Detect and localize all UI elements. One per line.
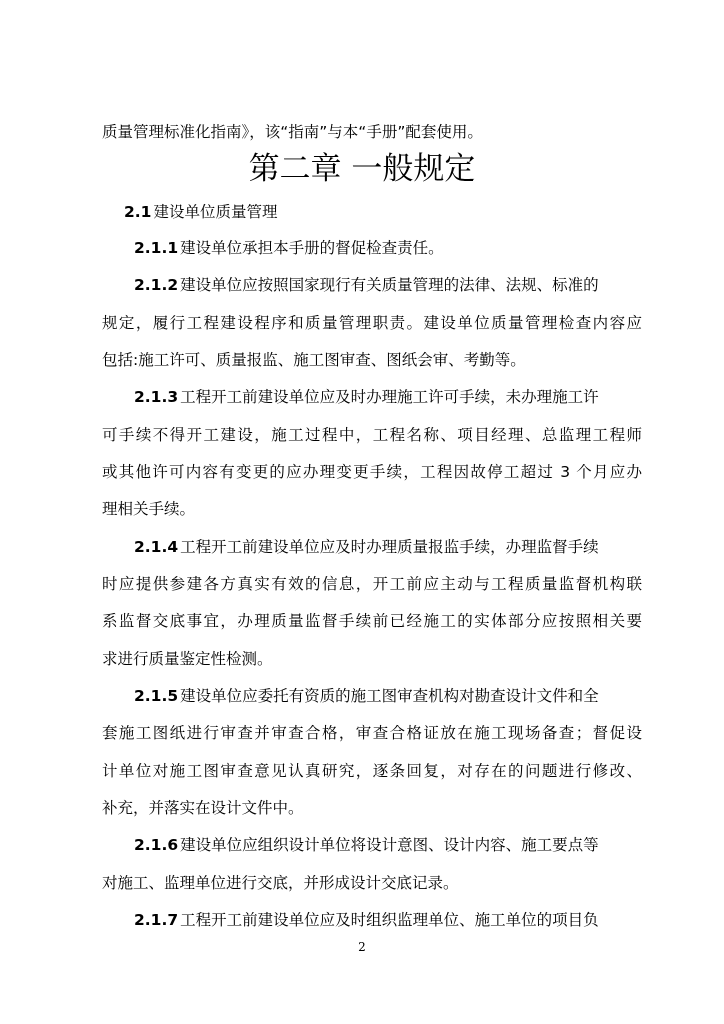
clause-2-1-4-line-1 [134,537,599,557]
clause-2-1-4-line-3: 系监督交底事宜，办理质量监督手续前已经施工的实体部分应按照相关要 [102,612,642,630]
clause-2-1-5-line-2: 套施工图纸进行审查并审查合格，审查合格证放在施工现场备查；督促设 [102,724,642,742]
clause-2-1-3-line-3: 或其他许可内容有变更的应办理变更手续，工程因故停工超过 3 个月应办 [102,463,642,481]
clause-2-1-2-line-3: 包括:施工许可、质量报监、施工图审查、图纸会审、考勤等。 [102,351,526,369]
clause-2-1-5-line-1 [134,686,599,706]
section-number: 2.1 [124,203,152,221]
page-number: 2 [358,940,366,954]
chapter-title: 第二章 一般规定 [248,151,476,187]
clause-number: 2.1.1 [134,239,179,257]
clause-2-1-4-line-2: 时应提供参建各方真实有效的信息，开工前应主动与工程质量监督机构联 [102,575,642,593]
clause-number: 2.1.3 [134,388,179,406]
clause-number: 2.1.5 [134,687,179,705]
clause-2-1-7-line-1 [134,910,599,930]
clause-2-1-6-line-2: 对施工、监理单位进行交底，并形成设计交底记录。 [102,874,459,892]
clause-number: 2.1.4 [134,538,179,556]
clause-text: 工程开工前建设单位应及时办理质量报监手续，办理监督手续 [180,538,599,556]
clause-number: 2.1.7 [134,911,179,929]
clause-2-1-2-line-2: 规定，履行工程建设程序和质量管理职责。建设单位质量管理检查内容应 [102,314,642,332]
intro-line: 质量管理标准化指南》，该“指南”与本“手册”配套使用。 [102,123,483,141]
clause-text: 建设单位应按照国家现行有关质量管理的法律、法规、标准的 [180,276,599,294]
clause-text: 建设单位应委托有资质的施工图审查机构对勘查设计文件和全 [180,687,599,705]
clause-text: 工程开工前建设单位应及时办理施工许可手续，未办理施工许 [180,388,599,406]
clause-2-1-5-line-4: 补充，并落实在设计文件中。 [102,799,304,817]
clause-2-1-3-line-4: 理相关手续。 [102,500,196,518]
clause-text: 工程开工前建设单位应及时组织监理单位、施工单位的项目负 [180,911,599,929]
section-title: 建设单位质量管理 [153,203,278,221]
clause-2-1-1-line-1 [134,238,444,258]
clause-text: 建设单位应组织设计单位将设计意图、设计内容、施工要点等 [180,836,599,854]
clause-2-1-4-line-4: 求进行质量鉴定性检测。 [102,650,273,668]
clause-number: 2.1.6 [134,836,179,854]
clause-2-1-3-line-1 [134,387,599,407]
clause-2-1-6-line-1 [134,835,599,855]
clause-2-1-3-line-2: 可手续不得开工建设，施工过程中，工程名称、项目经理、总监理工程师 [102,426,642,444]
section-heading [124,202,277,222]
clause-2-1-5-line-3: 计单位对施工图审查意见认真研究，逐条回复，对存在的问题进行修改、 [102,762,642,780]
clause-2-1-2-line-1 [134,275,642,295]
clause-text: 建设单位承担本手册的督促检查责任。 [180,239,444,257]
clause-number: 2.1.2 [134,276,179,294]
